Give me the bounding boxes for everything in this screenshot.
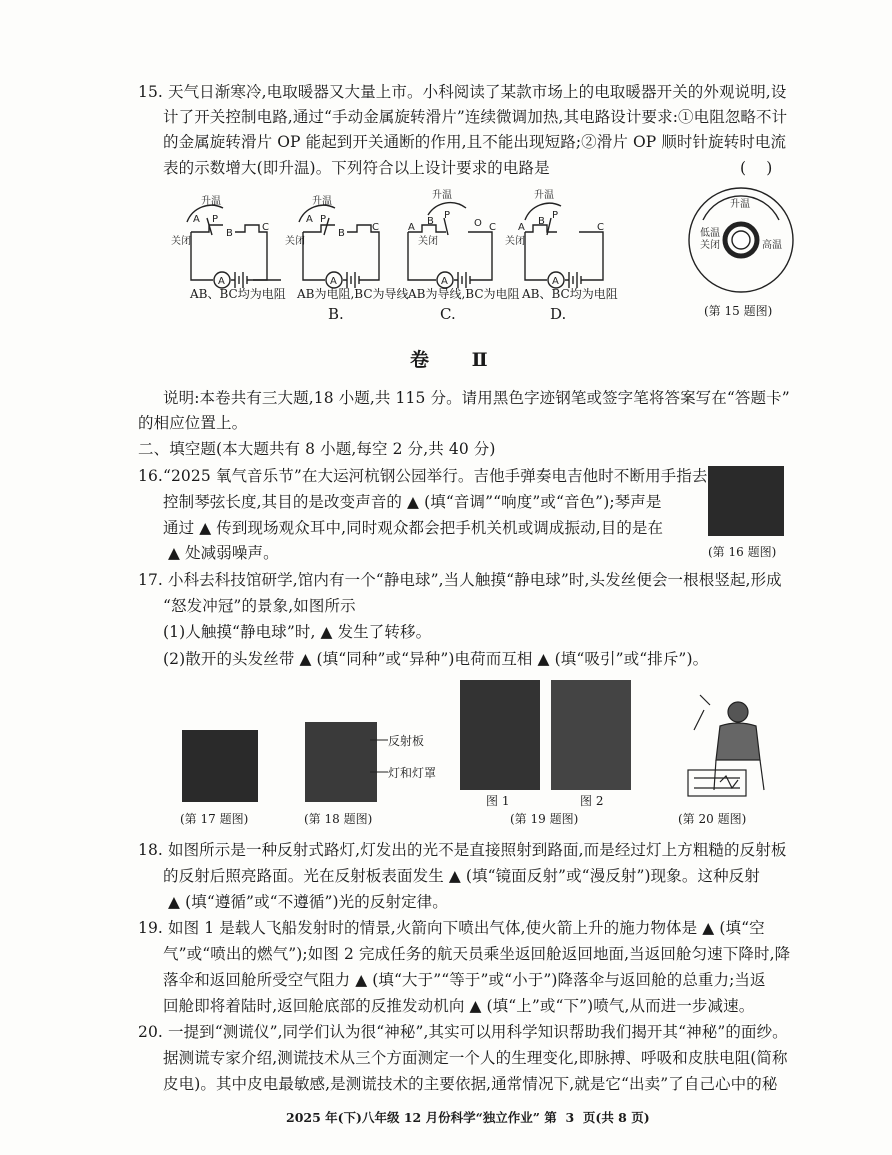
circuit-a-up-label: 升温 bbox=[201, 196, 221, 207]
svg-text:P: P bbox=[552, 210, 559, 221]
svg-text:低温: 低温 bbox=[700, 228, 720, 239]
q19-line2: 气”或“喷出的燃气”);如图 2 完成任务的航天员乘坐返回舱返回地面,当返回舱匀速下降时,降 bbox=[163, 945, 791, 963]
svg-text:C: C bbox=[597, 222, 604, 233]
option-d-letter: D. bbox=[550, 305, 567, 323]
q19-line4: 回舱即将着陆时,返回舱底部的反推发动机向 ▲ (填“上”或“下”)喷气,从而进一步减速。 bbox=[163, 997, 755, 1015]
q15-line2: 计了开关控制电路,通过“手动金属旋转滑片”连续微调加热,其电路设计要求:①电阻忽略不计 bbox=[163, 108, 788, 126]
q15-line3: 的金属旋转滑片 OP 能起到开关通断的作用,且不能出现短路;②滑片 OP 顺时针旋转时电流 bbox=[163, 133, 787, 151]
option-c-letter: C. bbox=[440, 305, 456, 323]
q18-lamp-label: 灯和灯罩 bbox=[388, 766, 437, 780]
svg-text:升温: 升温 bbox=[312, 196, 332, 207]
q20-figure-caption: (第 20 题图) bbox=[678, 812, 747, 826]
circuit-a-off-label: 关闭 bbox=[171, 236, 191, 247]
q17-line3: (1)人触摸“静电球”时, ▲ 发生了转移。 bbox=[163, 623, 432, 641]
q20-lie-detector-drawing bbox=[680, 690, 790, 805]
q19-rocket-photo bbox=[460, 680, 540, 790]
q15-circuits bbox=[0, 0, 892, 330]
svg-text:P: P bbox=[212, 214, 219, 225]
page-footer: 2025 年(下)八年级 12 月份科学“独立作业” 第 3 页(共 8 页) bbox=[286, 1110, 650, 1125]
q16-line2: 控制琴弦长度,其目的是改变声音的 ▲ (填“音调”“响度”或“音色”);琴声是 bbox=[163, 493, 662, 511]
circuit-a-caption: AB、BC均为电阻 bbox=[190, 287, 286, 301]
q20-line3: 皮电)。其中皮电最敏感,是测谎技术的主要依据,通常情况下,就是它“出卖”了自己心中的秘 bbox=[163, 1075, 778, 1093]
svg-text:B: B bbox=[538, 216, 545, 227]
q17-line2: “怒发冲冠”的景象,如图所示 bbox=[163, 597, 356, 615]
circuit-a bbox=[187, 205, 281, 288]
q15-line1: 15. 天气日渐寒冷,电取暖器又大量上市。小科阅读了某款市场上的电取暖器开关的外观说明,设 bbox=[138, 83, 787, 101]
q19-line1: 19. 如图 1 是载人飞船发射时的情景,火箭向下喷出气体,使火箭上升的施力物体是 ▲ (填“空 bbox=[138, 919, 765, 937]
svg-text:B: B bbox=[226, 228, 233, 239]
svg-text:B: B bbox=[427, 216, 434, 227]
q18-line3: ▲ (填“遵循”或“不遵循”)光的反射定律。 bbox=[163, 893, 448, 911]
note-line2: 的相应位置上。 bbox=[138, 414, 248, 432]
q16-line4: ▲ 处减弱噪声。 bbox=[163, 544, 279, 562]
q16-guitar-photo bbox=[708, 466, 784, 536]
section-title: 卷 Ⅱ bbox=[410, 349, 506, 371]
circuit-b-caption: AB为电阻,BC为导线 bbox=[297, 287, 409, 301]
option-b-letter: B. bbox=[328, 305, 344, 323]
part2-heading: 二、填空题(本大题共有 8 小题,每空 2 分,共 40 分) bbox=[138, 440, 496, 458]
svg-text:A: A bbox=[518, 222, 525, 233]
q18-figure-caption: (第 18 题图) bbox=[304, 812, 373, 826]
svg-text:关闭: 关闭 bbox=[418, 236, 438, 247]
q15-figure-caption: (第 15 题图) bbox=[704, 304, 773, 318]
q19-capsule-photo bbox=[551, 680, 631, 790]
q17-figure-caption: (第 17 题图) bbox=[180, 812, 249, 826]
svg-text:升温: 升温 bbox=[730, 199, 750, 210]
svg-text:A: A bbox=[330, 276, 337, 287]
q18-line2: 的反射后照亮路面。光在反射板表面发生 ▲ (填“镜面反射”或“漫反射”)现象。这种反射 bbox=[163, 867, 760, 885]
q19-line3: 落伞和返回舱所受空气阻力 ▲ (填“大于”“等于”或“小于”)降落伞与返回舱的总重力;当返 bbox=[163, 971, 766, 989]
q18-streetlamp-photo bbox=[305, 722, 377, 802]
svg-text:C: C bbox=[489, 222, 496, 233]
svg-text:A: A bbox=[193, 214, 200, 225]
q15-line4: 表的示数增大(即升温)。下列符合以上设计要求的电路是 bbox=[163, 159, 550, 177]
svg-text:A: A bbox=[218, 276, 225, 287]
q18-reflector-label: 反射板 bbox=[388, 734, 425, 748]
circuit-d-caption: AB、BC均为电阻 bbox=[522, 287, 618, 301]
svg-text:A: A bbox=[306, 214, 313, 225]
q16-figure-caption: (第 16 题图) bbox=[708, 545, 777, 559]
q19-figure-caption: (第 19 题图) bbox=[510, 812, 579, 826]
svg-text:关闭: 关闭 bbox=[505, 236, 525, 247]
svg-text:P: P bbox=[320, 214, 327, 225]
note-line1: 说明:本卷共有三大题,18 小题,共 115 分。请用黑色字迹钢笔或签字笔将答案写在“答题卡” bbox=[163, 389, 790, 407]
svg-text:关闭: 关闭 bbox=[700, 240, 720, 251]
circuit-d bbox=[525, 203, 603, 288]
svg-text:高温: 高温 bbox=[762, 240, 782, 251]
svg-text:升温: 升温 bbox=[432, 190, 452, 201]
q15-answer-blank: ( ) bbox=[740, 159, 773, 177]
svg-text:C: C bbox=[262, 222, 269, 233]
svg-text:A: A bbox=[408, 222, 415, 233]
q19-fig1-label: 图 1 bbox=[486, 794, 510, 808]
q17-line1: 17. 小科去科技馆研学,馆内有一个“静电球”,当人触摸“静电球”时,头发丝便会一根根竖起,形成 bbox=[138, 571, 782, 589]
q20-line1: 20. 一提到“测谎仪”,同学们认为很“神秘”,其实可以用科学知识帮助我们揭开其“神秘”的面纱。 bbox=[138, 1023, 788, 1041]
svg-text:C: C bbox=[372, 222, 379, 233]
q19-fig2-label: 图 2 bbox=[580, 794, 604, 808]
q17-static-ball-photo bbox=[182, 730, 258, 802]
svg-text:B: B bbox=[338, 228, 345, 239]
q18-line1: 18. 如图所示是一种反射式路灯,灯发出的光不是直接照射到路面,而是经过灯上方粗糙的反射板 bbox=[138, 841, 787, 859]
q17-line4: (2)散开的头发丝带 ▲ (填“同种”或“异种”)电荷而互相 ▲ (填“吸引”或“排斥”)。 bbox=[163, 650, 709, 668]
svg-text:O: O bbox=[474, 218, 482, 229]
svg-text:A: A bbox=[441, 276, 448, 287]
svg-text:P: P bbox=[444, 210, 451, 221]
svg-text:升温: 升温 bbox=[534, 190, 554, 201]
svg-text:关闭: 关闭 bbox=[285, 236, 305, 247]
q16-line1: 16.“2025 氧气音乐节”在大运河杭钢公园举行。吉他手弹奏电吉他时不断用手指去 bbox=[138, 467, 708, 485]
q16-line3: 通过 ▲ 传到现场观众耳中,同时观众都会把手机关机或调成振动,目的是在 bbox=[163, 519, 664, 537]
circuit-c-caption: AB为导线,BC为电阻 bbox=[408, 287, 520, 301]
q20-line2: 据测谎专家介绍,测谎技术从三个方面测定一个人的生理变化,即脉搏、呼吸和皮肤电阻(简称 bbox=[163, 1049, 788, 1067]
svg-text:A: A bbox=[552, 276, 559, 287]
